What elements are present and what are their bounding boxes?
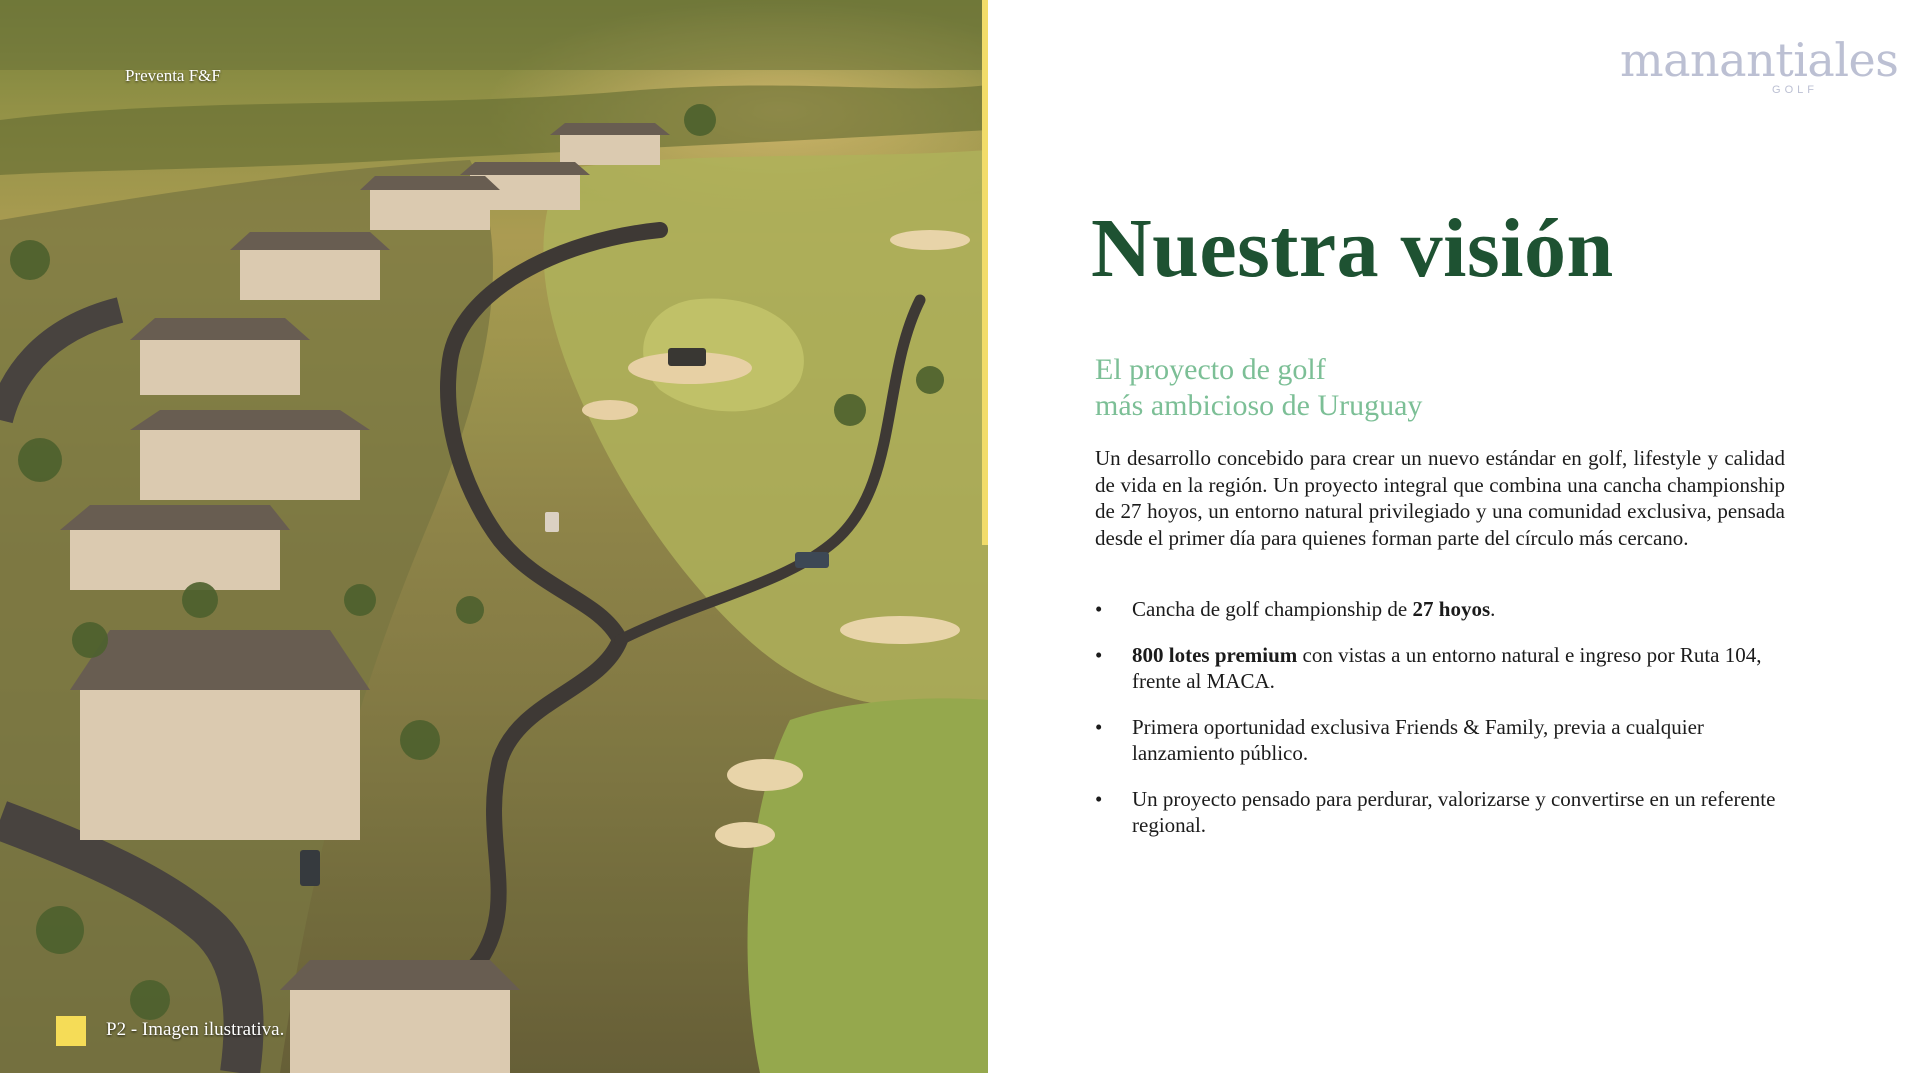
accent-divider: [982, 0, 988, 545]
subtitle: [1095, 352, 1422, 424]
subtitle-line-1: El proyecto de golf: [1095, 353, 1326, 386]
page-title: Nuestra visión: [1091, 202, 1614, 295]
feature-item-friends-family: • Primera oportunidad exclusiva Friends & Family, previa a cualquier lanzamiento público.: [1095, 714, 1785, 767]
feature-highlight: 800 lotes premium: [1132, 642, 1298, 667]
presale-label: Preventa F&F: [125, 66, 221, 85]
feature-item-holes: • Cancha de golf championship de 27 hoyos.: [1095, 596, 1785, 623]
caption-text: - Imagen ilustrativa.: [126, 1019, 285, 1040]
logo-wordmark: manantiales: [1620, 33, 1899, 87]
photo-caption: [106, 1019, 284, 1041]
intro-paragraph: Un desarrollo concebido para crear un nuevo estándar en golf, lifestyle y calidad de vida en la región. Un proyecto integral que combina una cancha championship de 27 hoyos, un entorno natural privilegiado y una comunidad exclusiva, pensada desde el primer día para quienes forman parte del círculo más cercano.: [1095, 446, 1785, 550]
subtitle-line-2: más ambicioso de Uruguay: [1095, 389, 1423, 422]
feature-item-regional: • Un proyecto pensado para perdurar, valorizarse y convertirse en un referente regional.: [1095, 786, 1785, 839]
feature-list: [1095, 596, 1785, 858]
manantiales-logo: [1620, 33, 1899, 96]
logo-subtext: GOLF: [1772, 84, 1818, 96]
feature-highlight: 27 hoyos: [1412, 597, 1491, 621]
feature-item-lots: • 800 lotes premium con vistas a un entorno natural e ingreso por Ruta 104, frente al MACA.: [1095, 642, 1785, 695]
page-number: P2: [106, 1019, 127, 1040]
page-marker: [56, 1016, 86, 1046]
